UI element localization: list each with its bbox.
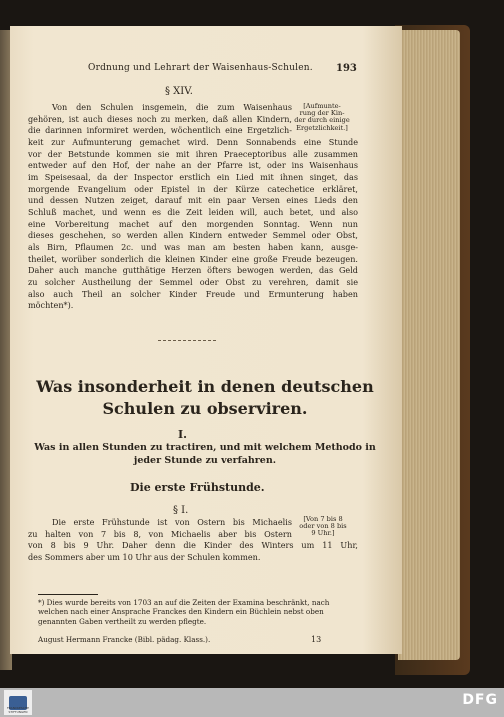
francke-logo-icon[interactable]: [4, 690, 32, 715]
page-edges: [398, 30, 460, 660]
text-line: morgende Evangelium oder Epistel in der Kürze catechetice erkläret,: [28, 183, 358, 194]
viewer-bottom-bar: [0, 688, 504, 717]
section-heading-i: § I.: [173, 505, 189, 516]
logo-caption: FRANCKESCHE STIFTUNGEN: [6, 706, 30, 714]
footnote: *) Dies wurde bereits von 1703 an auf die Zeiten der Examina beschränkt, nach welchen nach einer Ansprache Franckes den Kindern ein Büchlein nebst oben genannten Gaben vertheilt zu werden pflegte.: [38, 598, 330, 626]
text-line: Von den Schulen insgemein, die zum Waisenhaus: [52, 102, 292, 112]
subsection-title: Die erste Frühstunde.: [130, 481, 265, 494]
book-page: [10, 26, 402, 654]
running-header: Ordnung und Lehrart der Waisenhaus-Schulen.: [88, 63, 313, 73]
footer-signature: August Hermann Francke (Bibl. pädag. Klass.).: [38, 635, 211, 644]
text-line: die darinnen informiret werden, wöchentlich eine Ergetzlich-: [28, 125, 292, 136]
text-line: im Speisesaal, da der Inspector erstlich ein Lied mit ihnen singet, das: [28, 171, 358, 182]
text-line: keit zur Aufmunterung gemachet wird. Denn Sonnabends eine Stunde: [28, 136, 358, 147]
margin-note-line: Ergetzlichkeit.]: [296, 123, 348, 132]
text-line: Daher auch manche gutthätige Herzen öfters bewogen werden, das Geld: [28, 265, 358, 276]
margin-note-line: oder von 8 bis: [299, 522, 347, 531]
margin-note-line: [Von 7 bis 8: [303, 515, 343, 523]
margin-note-line: rung der Kin-: [299, 109, 345, 118]
section-heading-xiv: § XIV.: [165, 86, 193, 97]
footer-sheet-number: 13: [311, 635, 322, 644]
dfg-logo[interactable]: DFG: [462, 692, 498, 708]
margin-note-line: [Aufmunte-: [303, 102, 341, 110]
text-line: als Birn, Pflaumen 2c. und was man am besten haben kann, ausge-: [28, 241, 358, 252]
margin-note-line: 9 Uhr.]: [311, 529, 335, 538]
text-line: zu solcher Austheilung der Semmel oder Obst zu verehren, damit sie: [28, 276, 358, 287]
text-line: Schluß machet, und wenn es die Zeit leiden will, auch betet, und also: [28, 206, 358, 217]
text-line: zu halten von 7 bis 8, von Michaelis aber bis Ostern: [28, 528, 292, 539]
page-number: 193: [336, 63, 357, 74]
section-divider: [158, 340, 216, 342]
paragraph-i: [28, 517, 358, 564]
text-line: und dessen Nutzen zeiget, darauf mit ein paar Versen eines Lieds den: [28, 195, 358, 206]
text-line: dieses geschehen, so werden allen Kindern entweder Semmel oder Obst,: [28, 230, 358, 241]
text-line: eine Vorbereitung machet auf den morgenden Sonntag. Wenn nun: [28, 218, 358, 229]
text-line: theilet, worüber sonderlich die kleinen Kinder eine große Freude bezeugen.: [28, 253, 358, 264]
text-line: entweder auf den Hof, der nahe an der Pfarre ist, oder ins Waisenhaus: [28, 160, 358, 171]
text-line: des Sommers aber um 10 Uhr aus der Schulen kommen.: [28, 551, 261, 562]
text-line: möchten*).: [28, 300, 74, 311]
text-line: also auch Theil an solcher Kinder Freude und Ermunterung haben: [28, 288, 358, 299]
text-line: von 8 bis 9 Uhr. Daher denn die Kinder des Winters um 11 Uhr,: [28, 540, 358, 551]
margin-note-line: der durch einige: [294, 116, 350, 125]
part-title: Was in allen Stunden zu tractiren, und mit welchem Methodo in jeder Stunde zu verfahren.: [34, 442, 376, 466]
part-numeral: I.: [178, 428, 187, 441]
main-title: Was insonderheit in denen deutschen Schulen zu observiren.: [36, 377, 374, 418]
text-line: gehören, ist auch dieses noch zu merken, daß allen Kindern,: [28, 113, 292, 124]
text-line: vor der Betstunde kommen sie mit ihren Praeceptoribus alle zusammen: [28, 148, 358, 159]
paragraph-xiv: [28, 102, 358, 312]
footnote-rule: [38, 594, 98, 595]
text-line: Die erste Frühstunde ist von Ostern bis Michaelis: [52, 517, 292, 527]
